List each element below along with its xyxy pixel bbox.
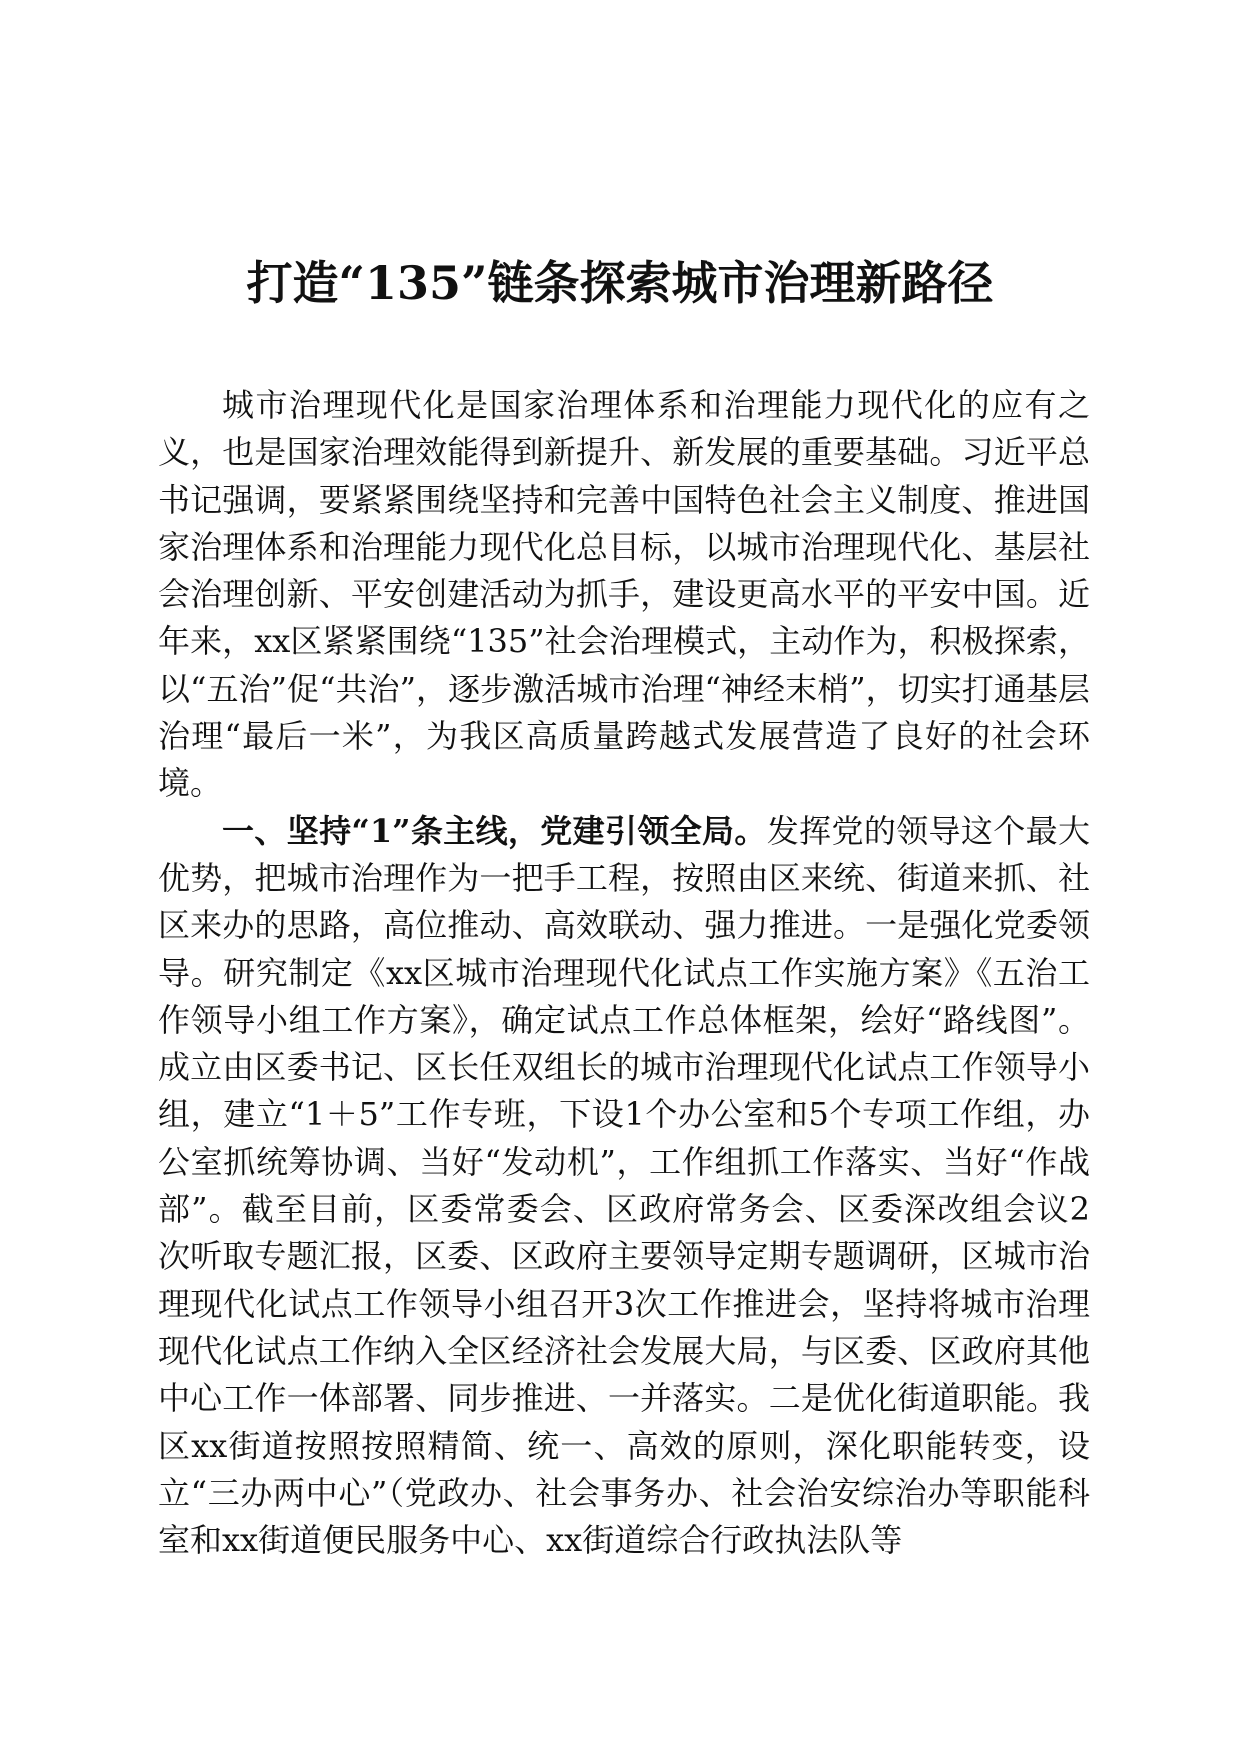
- intro-paragraph-text: 城市治理现代化是国家治理体系和治理能力现代化的应有之义，也是国家治理效能得到新提升、新发展的重要基础。习近平总书记强调，要紧紧围绕坚持和完善中国特色社会主义制度、推进国家治理体系和治理能力现代化总目标，以城市治理现代化、基层社会治理创新、平安创建活动为抓手，建设更高水平的平安中国。近年来，xx区紧紧围绕“135”社会治理模式，主动作为，积极探索，以“五治”促“共治”，逐步激活城市治理“神经末梢”，切实打通基层治理“最后一米”，为我区高质量跨越式发展营造了良好的社会环境。: [158, 386, 1090, 803]
- section-one-text: 发挥党的领导这个最大优势，把城市治理作为一把手工程，按照由区来统、街道来抓、社区来办的思路，高位推动、高效联动、强力推进。一是强化党委领导。研究制定《xx区城市治理现代化试点工作实施方案》《五治工作领导小组工作方案》，确定试点工作总体框架，绘好“路线图”。成立由区委书记、区长任双组长的城市治理现代化试点工作领导小组，建立“1＋5”工作专班，下设1个办公室和5个专项工作组，办公室抓统筹协调、当好“发动机”，工作组抓工作落实、当好“作战部”。截至目前，区委常委会、区政府常务会、区委深改组会议2次听取专题汇报，区委、区政府主要领导定期专题调研，区城市治理现代化试点工作领导小组召开3次工作推进会，坚持将城市治理现代化试点工作纳入全区经济社会发展大局，与区委、区政府其他中心工作一体部署、同步推进、一并落实。二是优化街道职能。我区xx街道按照按照精简、统一、高效的原则，深化职能转变，设立“三办两中心”（党政办、社会事务办、社会治安综治办等职能科室和xx街道便民服务中心、xx街道综合行政执法队等: [158, 811, 1090, 1560]
- document-body: [158, 382, 1090, 1564]
- section-one-paragraph: [158, 808, 1090, 1565]
- intro-paragraph: [158, 382, 1090, 808]
- document-title: 打造“135”链条探索城市治理新路径: [246, 256, 994, 310]
- section-one-heading: 一、坚持“1”条主线，党建引领全局。: [222, 811, 767, 850]
